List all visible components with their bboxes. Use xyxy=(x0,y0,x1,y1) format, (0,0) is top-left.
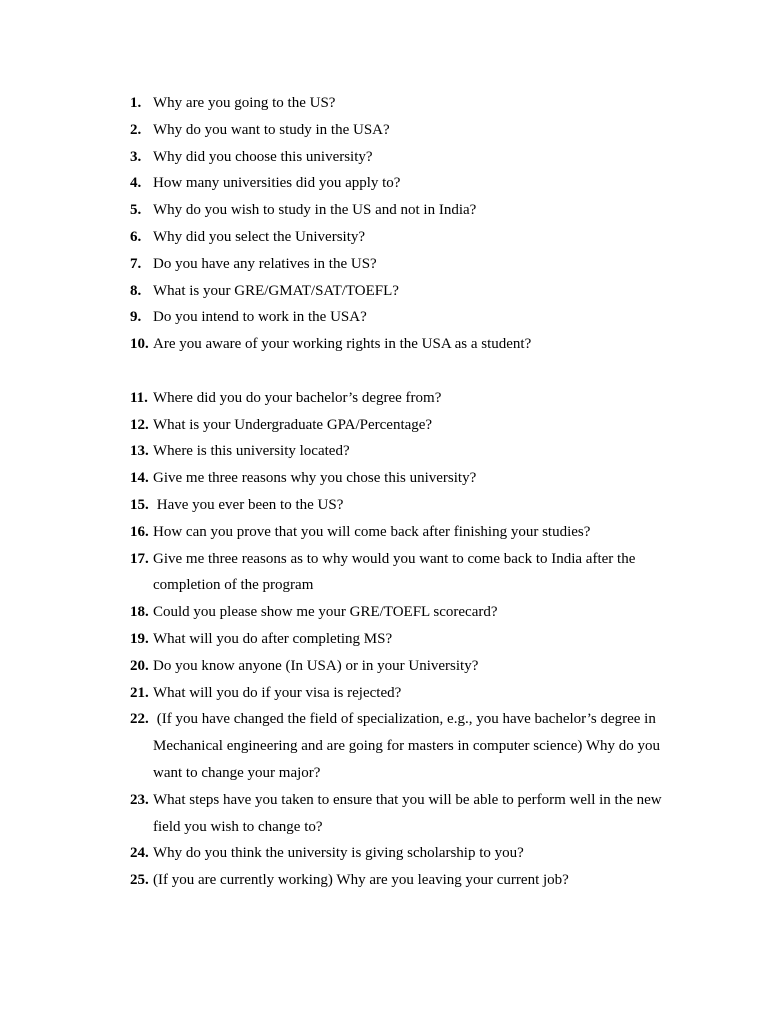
question-item xyxy=(130,412,670,439)
question-number: 9. xyxy=(130,309,142,326)
section-spacer xyxy=(130,358,670,385)
question-text: What is your Undergraduate GPA/Percentage? xyxy=(153,416,433,433)
question-text: (If you are currently working) Why are you leaving your current job? xyxy=(153,872,569,889)
question-text: How can you prove that you will come back after finishing your studies? xyxy=(153,523,591,540)
question-number: 1. xyxy=(130,95,142,111)
question-item xyxy=(130,385,670,412)
question-text: Why do you want to study in the USA? xyxy=(153,121,390,138)
question-number: 6. xyxy=(130,228,142,245)
question-text: Where is this university located? xyxy=(153,443,350,460)
question-number: 19. xyxy=(130,630,149,647)
question-text: Do you intend to work in the USA? xyxy=(153,309,367,326)
question-item xyxy=(130,170,670,197)
question-number: 15. xyxy=(130,496,149,513)
question-item xyxy=(130,680,670,707)
question-number: 20. xyxy=(130,657,149,674)
question-text: Where did you do your bachelor’s degree from? xyxy=(153,389,442,406)
question-text: Could you please show me your GRE/TOEFL scorecard? xyxy=(153,604,498,621)
question-number: 21. xyxy=(130,684,149,701)
question-text: Why do you think the university is giving scholarship to you? xyxy=(153,845,524,862)
question-item xyxy=(130,546,670,600)
question-number: 23. xyxy=(130,791,149,808)
question-number: 18. xyxy=(130,604,149,621)
question-number: 7. xyxy=(130,255,142,272)
question-item xyxy=(130,599,670,626)
question-item xyxy=(130,197,670,224)
question-item xyxy=(130,304,670,331)
question-item xyxy=(130,117,670,144)
question-item xyxy=(130,278,670,305)
question-item xyxy=(130,706,670,786)
question-item xyxy=(130,867,670,894)
question-number: 17. xyxy=(130,550,149,567)
question-number: 25. xyxy=(130,872,149,889)
question-item xyxy=(130,331,670,358)
question-text: Why are you going to the US? xyxy=(153,95,336,111)
question-number: 14. xyxy=(130,470,149,487)
question-item xyxy=(130,840,670,867)
question-item xyxy=(130,144,670,171)
question-text: What steps have you taken to ensure that you will be able to perform well in the new field you wish to change to? xyxy=(153,791,666,835)
question-item xyxy=(130,251,670,278)
question-item xyxy=(130,519,670,546)
question-number: 24. xyxy=(130,845,149,862)
question-item xyxy=(130,787,670,841)
question-text: What is your GRE/GMAT/SAT/TOEFL? xyxy=(153,282,399,299)
question-number: 12. xyxy=(130,416,149,433)
question-text: Why do you wish to study in the US and not in India? xyxy=(153,202,477,219)
question-number: 16. xyxy=(130,523,149,540)
question-item xyxy=(130,626,670,653)
question-item xyxy=(130,465,670,492)
question-number: 11. xyxy=(130,389,148,406)
question-text: (If you have changed the field of specialization, e.g., you have bachelor’s degree in Mechanical engineering and are going for masters in computer science) Why do you want to change your major? xyxy=(153,711,664,781)
question-number: 3. xyxy=(130,148,142,165)
question-item xyxy=(130,224,670,251)
question-number: 10. xyxy=(130,336,149,353)
question-text: Give me three reasons as to why would you want to come back to India after the completion of the program xyxy=(153,550,640,594)
question-item xyxy=(130,653,670,680)
question-item xyxy=(130,438,670,465)
question-number: 13. xyxy=(130,443,149,460)
question-text: What will you do if your visa is rejected? xyxy=(153,684,402,701)
question-number: 4. xyxy=(130,175,142,192)
question-number: 2. xyxy=(130,121,142,138)
question-text: How many universities did you apply to? xyxy=(153,175,401,192)
question-number: 5. xyxy=(130,202,142,219)
question-number: 22. xyxy=(130,711,149,728)
question-text: Why did you choose this university? xyxy=(153,148,373,165)
question-number: 8. xyxy=(130,282,142,299)
question-item xyxy=(130,90,670,117)
question-text: Have you ever been to the US? xyxy=(153,496,344,513)
question-text: Give me three reasons why you chose this university? xyxy=(153,470,477,487)
question-text: Do you have any relatives in the US? xyxy=(153,255,377,272)
question-text: Why did you select the University? xyxy=(153,228,366,245)
question-text: What will you do after completing MS? xyxy=(153,630,393,647)
question-text: Are you aware of your working rights in the USA as a student? xyxy=(153,336,532,353)
question-item xyxy=(130,492,670,519)
question-list xyxy=(130,90,670,894)
question-text: Do you know anyone (In USA) or in your University? xyxy=(153,657,479,674)
